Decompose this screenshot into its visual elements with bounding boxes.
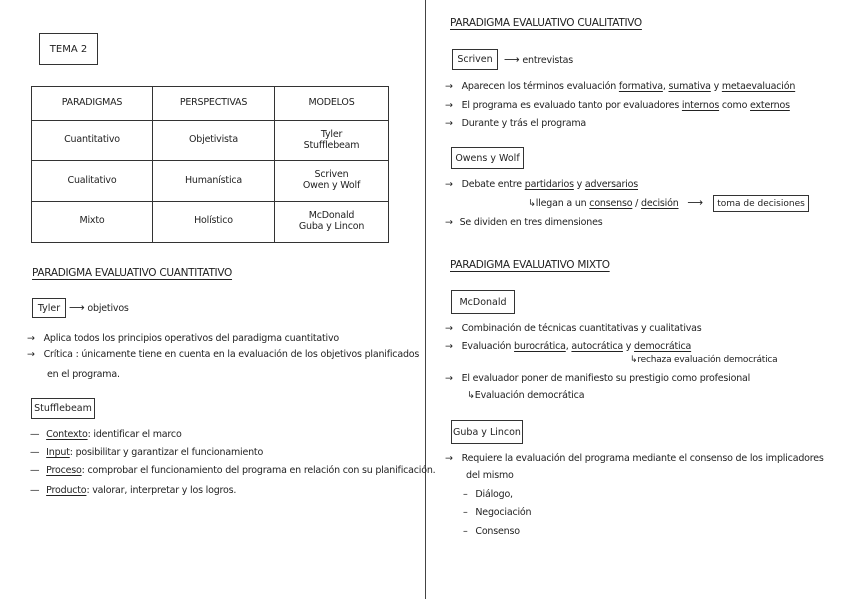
corner-arrow-icon: ↳ bbox=[467, 390, 475, 401]
table-cell: Cualitativo bbox=[32, 161, 153, 201]
long-arrow-icon: ⟶ bbox=[69, 301, 85, 314]
arrow-icon: → bbox=[445, 81, 453, 92]
bullet-continuation: del mismo bbox=[466, 470, 514, 481]
list-item-text: Consenso bbox=[475, 526, 520, 537]
model-name: Scriven bbox=[314, 169, 349, 181]
bullet-text: Se dividen en tres dimensiones bbox=[459, 217, 603, 228]
arrow-icon: → bbox=[445, 118, 453, 129]
bullet-text: Aparecen los términos evaluación bbox=[461, 81, 619, 92]
table-cell bbox=[275, 121, 389, 161]
mixto-bullet bbox=[445, 324, 702, 334]
dash-icon: — bbox=[30, 429, 40, 440]
owens-box: Owens y Wolf bbox=[451, 147, 524, 169]
stuff-item bbox=[30, 486, 236, 496]
cuali-bullet bbox=[445, 101, 790, 111]
underlined-term: internos bbox=[681, 100, 720, 111]
table-header: PERSPECTIVAS bbox=[153, 87, 275, 121]
table-cell: Mixto bbox=[32, 201, 153, 242]
page-divider bbox=[425, 0, 426, 599]
consenso-line bbox=[528, 197, 703, 209]
bullet-text: Evaluación bbox=[461, 341, 515, 352]
arrow-icon: → bbox=[445, 323, 453, 334]
arrow-icon: → bbox=[445, 373, 453, 384]
long-arrow-icon: ⟶ bbox=[687, 196, 703, 209]
separator-text: y bbox=[573, 179, 585, 190]
underlined-term: democrática bbox=[634, 341, 692, 352]
bullet-text: Durante y trás el programa bbox=[461, 118, 587, 129]
bullet-text: El evaluador poner de manifiesto su prestigio como profesional bbox=[461, 373, 751, 384]
long-arrow-icon: ⟶ bbox=[504, 53, 520, 66]
stuff-item bbox=[30, 430, 182, 440]
list-item bbox=[463, 490, 513, 500]
corner-arrow-icon: ↳ bbox=[630, 355, 638, 365]
mixto-bullet bbox=[445, 342, 691, 352]
table-header: PARADIGMAS bbox=[32, 87, 153, 121]
model-name: Owen y Wolf bbox=[302, 180, 361, 192]
rechaza-line bbox=[630, 356, 777, 366]
dash-icon: — bbox=[30, 465, 40, 476]
list-item bbox=[463, 508, 531, 518]
tema-box: TEMA 2 bbox=[39, 33, 98, 65]
mixto-heading: PARADIGMA EVALUATIVO MIXTO bbox=[450, 259, 610, 271]
bullet-continuation: en el programa. bbox=[47, 369, 120, 380]
arrow-icon: → bbox=[27, 333, 35, 344]
stuff-item bbox=[30, 448, 263, 458]
toma-decisiones-box: toma de decisiones bbox=[713, 195, 809, 212]
cuant-bullet bbox=[27, 334, 339, 344]
separator-text: , bbox=[662, 81, 669, 92]
cuantitativo-heading: PARADIGMA EVALUATIVO CUANTITATIVO bbox=[32, 267, 233, 279]
table-header: MODELOS bbox=[275, 87, 389, 121]
cuali-bullet bbox=[445, 180, 638, 190]
stuff-item bbox=[30, 466, 436, 476]
table-cell bbox=[275, 201, 389, 242]
separator-text: como bbox=[719, 100, 751, 111]
underlined-term: burocrática bbox=[514, 341, 566, 352]
item-term: Producto bbox=[46, 485, 87, 496]
bullet-text: El programa es evaluado tanto por evaluadores bbox=[461, 100, 682, 111]
list-item-text: Negociación bbox=[475, 507, 532, 518]
model-name: Tyler bbox=[320, 128, 343, 140]
arrow-icon: → bbox=[445, 341, 453, 352]
arrow-icon: → bbox=[445, 100, 453, 111]
paradigms-table bbox=[31, 86, 389, 243]
list-item bbox=[463, 527, 520, 537]
separator-text: y bbox=[622, 341, 635, 352]
bullet-text: Aplica todos los principios operativos del paradigma cuantitativo bbox=[43, 333, 340, 344]
dash-icon: – bbox=[463, 526, 468, 537]
item-text: : posibilitar y garantizar el funcionamiento bbox=[69, 447, 264, 458]
tyler-box: Tyler bbox=[32, 298, 66, 318]
underlined-term: partidarios bbox=[524, 179, 574, 190]
arrow-icon: → bbox=[445, 453, 453, 464]
guba-box: Guba y Lincon bbox=[451, 420, 523, 444]
sub-text: rechaza evaluación democrática bbox=[637, 355, 778, 365]
table-row bbox=[32, 121, 389, 161]
dash-icon: – bbox=[463, 489, 468, 500]
arrow-icon: → bbox=[445, 179, 453, 190]
item-text: : valorar, interpretar y los logros. bbox=[86, 485, 237, 496]
bullet-text: Crítica : únicamente tiene en cuenta en la evaluación de los objetivos planificados bbox=[43, 349, 420, 360]
table-row bbox=[32, 161, 389, 201]
stufflebeam-box: Stufflebeam bbox=[31, 398, 95, 419]
item-term: Input bbox=[46, 447, 70, 458]
dash-icon: – bbox=[463, 507, 468, 518]
table-header-row bbox=[32, 87, 389, 121]
cuant-bullet bbox=[27, 350, 419, 360]
item-text: : comprobar el funcionamiento del programa en relación con su planificación. bbox=[81, 465, 436, 476]
tyler-line bbox=[69, 302, 129, 314]
cuali-bullet bbox=[445, 119, 586, 129]
table-cell bbox=[275, 161, 389, 201]
underlined-term: autocrática bbox=[571, 341, 623, 352]
tyler-result: objetivos bbox=[87, 303, 129, 314]
table-cell: Holístico bbox=[153, 201, 275, 242]
model-name: McDonald bbox=[308, 209, 355, 221]
arrow-icon: → bbox=[27, 349, 35, 360]
item-term: Contexto bbox=[46, 429, 88, 440]
underlined-term: metaevaluación bbox=[721, 81, 796, 92]
evaluacion-democratica-line bbox=[467, 391, 584, 401]
underlined-term: adversarios bbox=[584, 179, 639, 190]
table-cell: Humanística bbox=[153, 161, 275, 201]
underlined-term: externos bbox=[750, 100, 790, 111]
table-row bbox=[32, 201, 389, 242]
mixto-bullet bbox=[445, 374, 750, 384]
model-name: Stufflebeam bbox=[303, 139, 360, 151]
separator-text: / bbox=[632, 198, 641, 209]
dash-icon: — bbox=[30, 485, 40, 496]
separator-text: , bbox=[565, 341, 572, 352]
arrow-icon: → bbox=[445, 217, 453, 228]
underlined-term: formativa bbox=[618, 81, 663, 92]
mixto-bullet bbox=[445, 454, 824, 464]
scriven-result: entrevistas bbox=[522, 55, 574, 66]
cualitativo-heading: PARADIGMA EVALUATIVO CUALITATIVO bbox=[450, 17, 642, 29]
list-item-text: Diálogo, bbox=[475, 489, 513, 500]
model-name: Guba y Lincon bbox=[298, 220, 365, 232]
item-term: Proceso bbox=[46, 465, 82, 476]
bullet-text: Requiere la evaluación del programa mediante el consenso de los implicadores bbox=[461, 453, 824, 464]
bullet-text: Combinación de técnicas cuantitativas y cualitativas bbox=[461, 323, 702, 334]
scriven-line bbox=[504, 54, 573, 66]
cuali-bullet bbox=[445, 82, 795, 92]
scriven-box: Scriven bbox=[452, 49, 498, 70]
separator-text: y bbox=[710, 81, 722, 92]
corner-arrow-icon: ↳ bbox=[528, 198, 536, 209]
underlined-term: sumativa bbox=[668, 81, 711, 92]
cuali-bullet bbox=[445, 218, 602, 228]
sub-text: Evaluación democrática bbox=[474, 390, 585, 401]
bullet-text: Debate entre bbox=[461, 179, 525, 190]
underlined-term: consenso bbox=[589, 198, 633, 209]
table-cell: Objetivista bbox=[153, 121, 275, 161]
item-text: : identificar el marco bbox=[87, 429, 182, 440]
mcdonald-box: McDonald bbox=[451, 290, 515, 314]
table-cell: Cuantitativo bbox=[32, 121, 153, 161]
underlined-term: decisión bbox=[640, 198, 679, 209]
sub-text: llegan a un bbox=[535, 198, 590, 209]
dash-icon: — bbox=[30, 447, 40, 458]
